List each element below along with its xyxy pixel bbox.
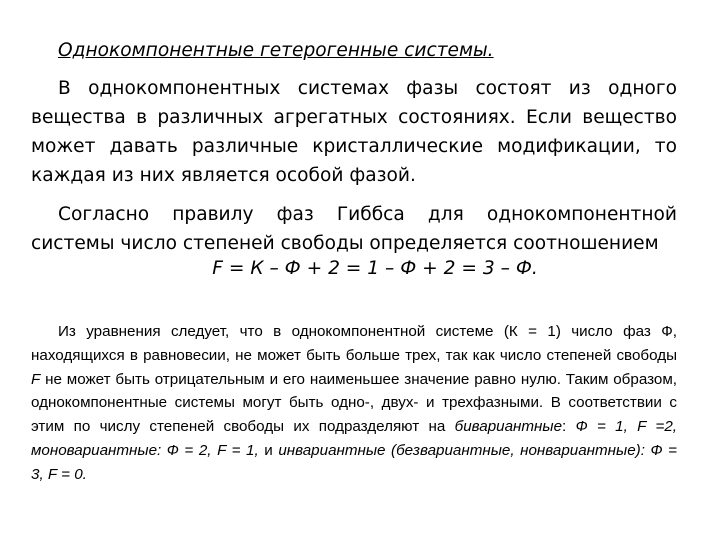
- section-heading: Однокомпонентные гетерогенные системы.: [58, 40, 494, 61]
- text-segment: Из уравнения следует, что в однокомпонентной системе (К = 1) число фаз Ф, находящихся в равновесии, не может быть больше трех, так как число степеней свободы: [31, 323, 677, 364]
- paragraph-degrees-of-freedom: [31, 320, 677, 487]
- formula-text: F = К – Ф + 2 = 1 – Ф + 2 = 3 – Ф.: [212, 258, 538, 279]
- gibbs-formula: [0, 258, 720, 279]
- text-segment: и: [258, 441, 279, 459]
- paragraph-one-component-phases: В однокомпонентных системах фазы состоят из одного вещества в различных агрегатных состояниях. Если вещество может давать различные кристаллические модификации, то каждая из них является особой фазой.: [31, 78, 677, 186]
- term-monovariant: Ф = 1, F =2, моновариантные: Ф = 2, F = 1,: [31, 418, 677, 459]
- text-segment: :: [562, 418, 576, 436]
- text-segment: не может быть отрицательным и его наименьшее значение равно нулю. Таким образом, однокомпонентные системы могут быть одно-, двух- и трехфазными. В соответствии с этим по числу степеней свободы их подразделяют на: [31, 370, 677, 436]
- term-invariant: инвариантные (безвариантные, нонвариантные): Ф = 3, F = 0.: [31, 441, 677, 483]
- paragraph-gibbs-rule: Согласно правилу фаз Гиббса для однокомпонентной системы число степеней свободы определяется соотношением: [31, 204, 677, 254]
- term-bivariant: бивариантные: [454, 418, 563, 436]
- text-italic-f: F: [31, 370, 41, 388]
